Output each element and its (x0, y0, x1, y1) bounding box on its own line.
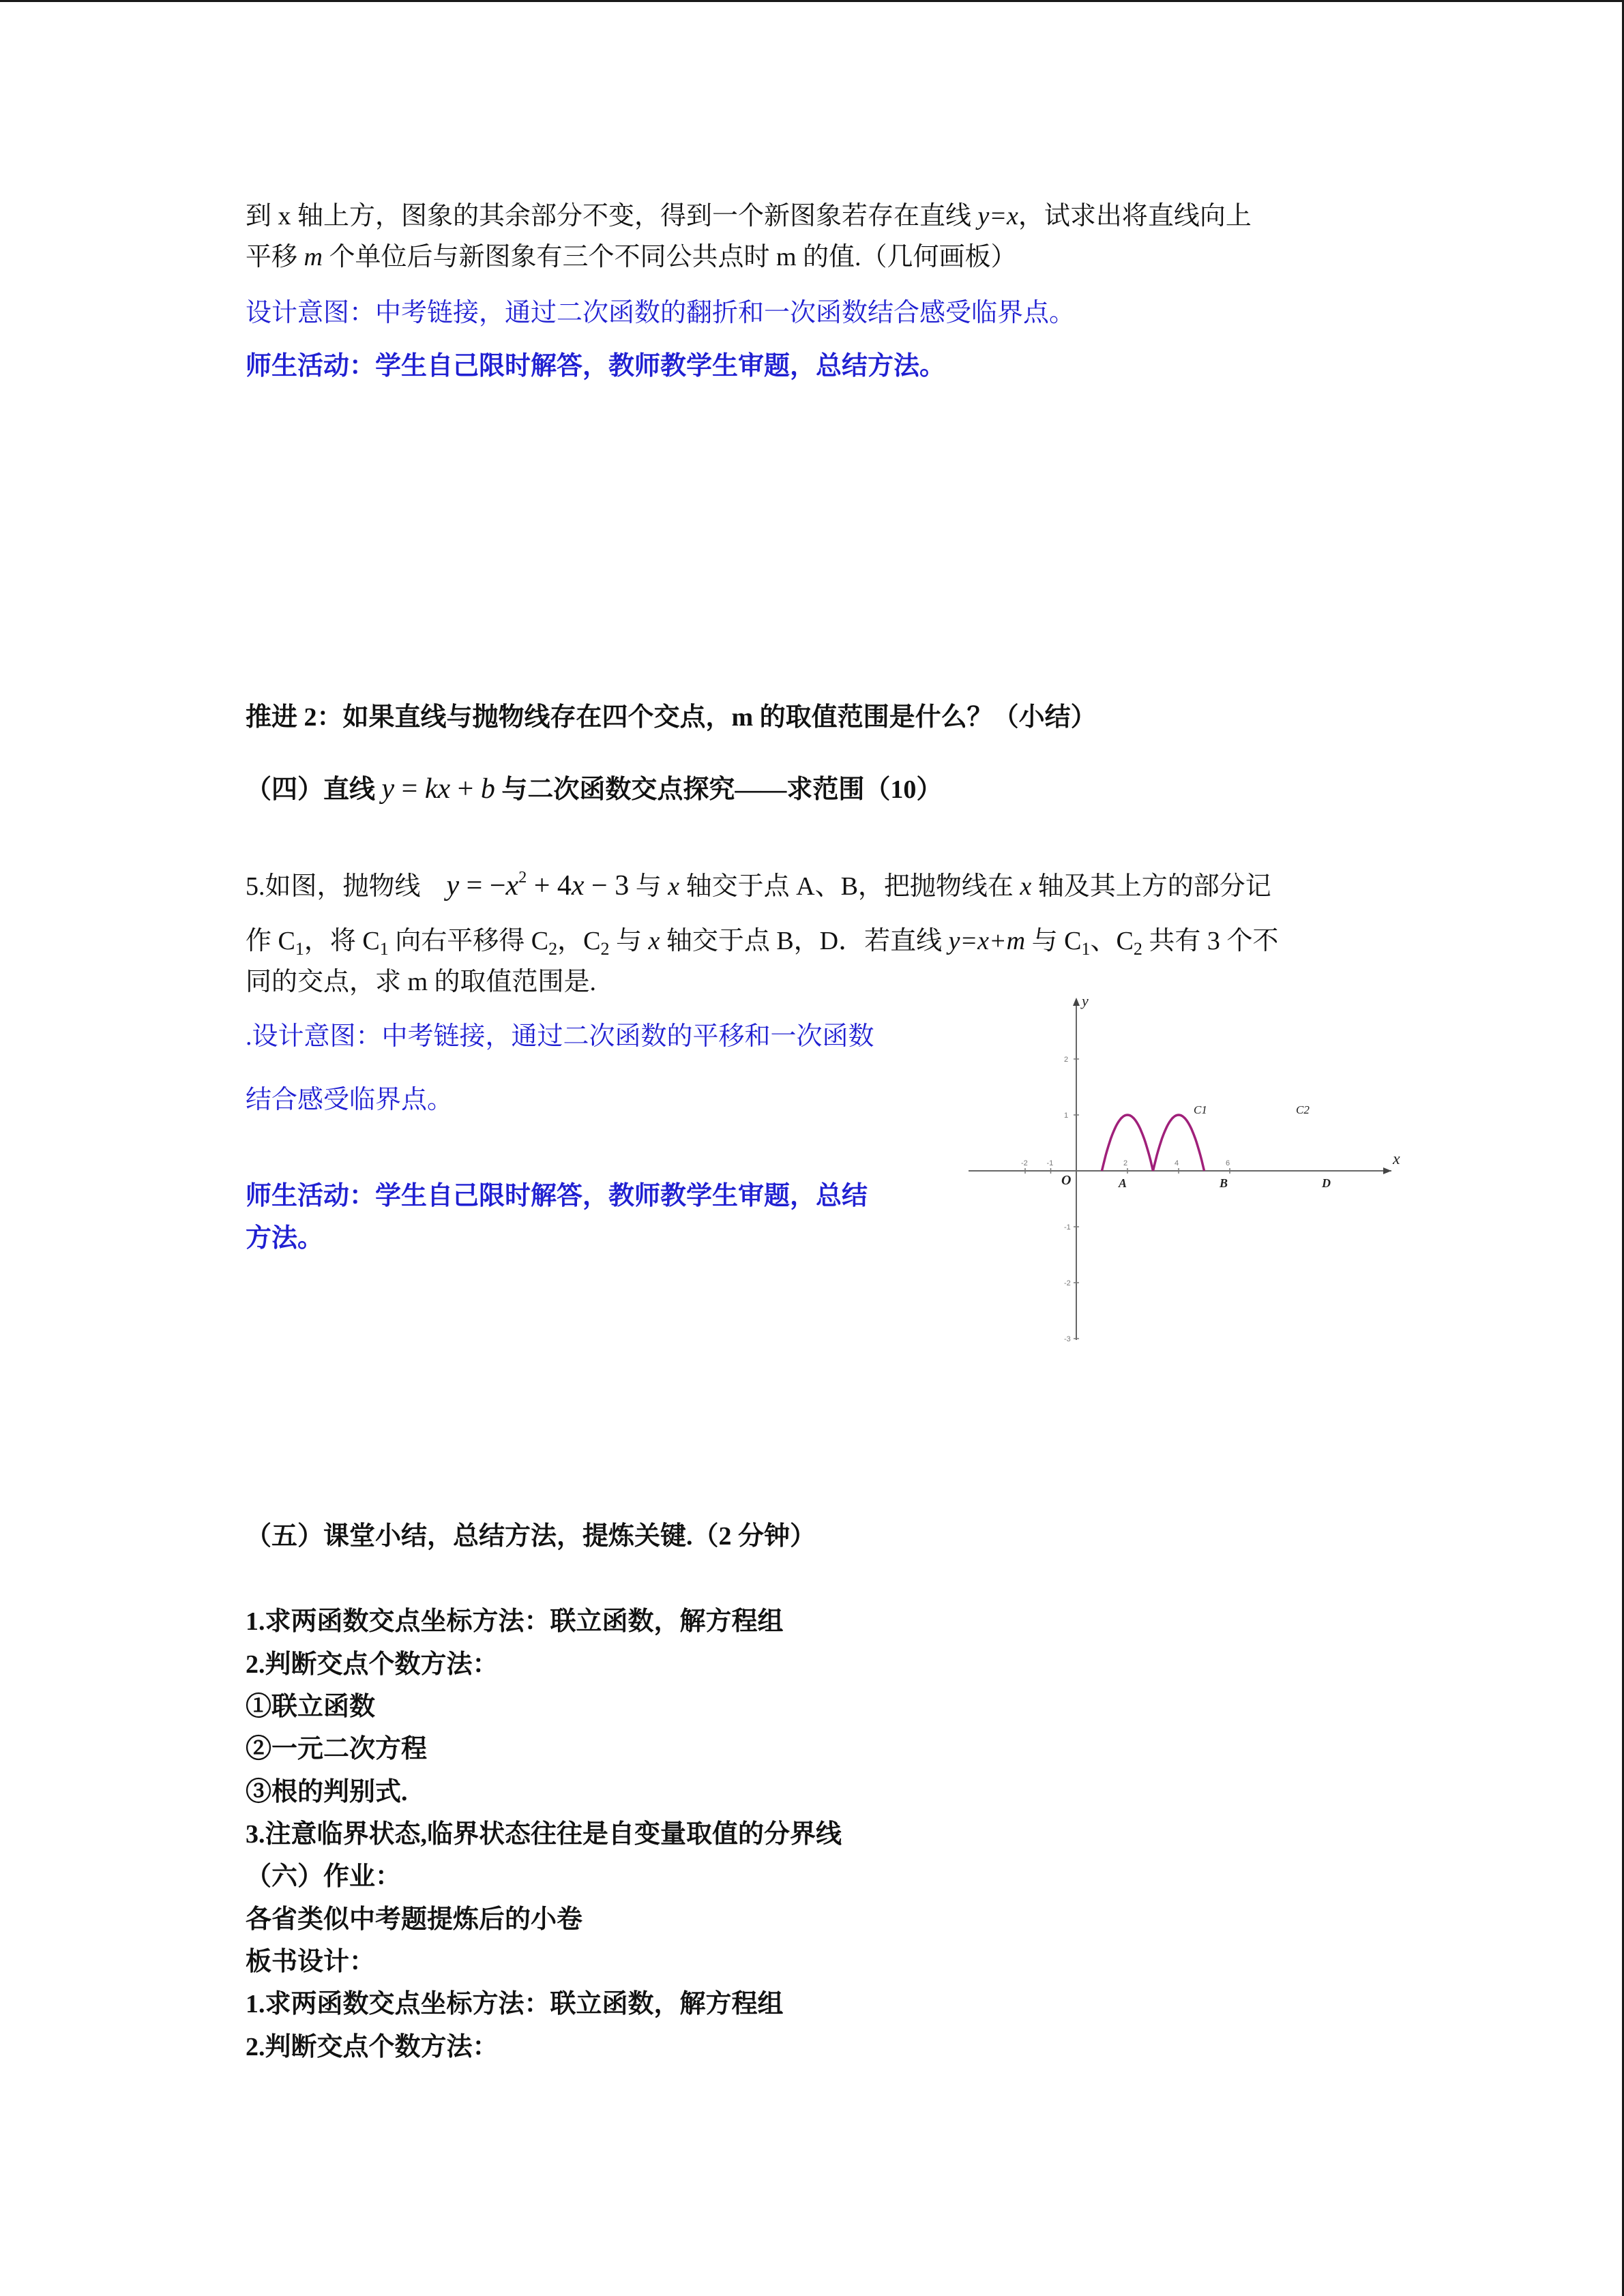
problem-text: 轴交于点 B，D．若直线 (660, 927, 949, 955)
subscript: 2 (600, 939, 610, 959)
x-tick-label: 2 (1123, 1159, 1128, 1167)
teacher-activity-2-line-2: 方法。 (246, 1224, 324, 1253)
problem-text: 轴交于点 A、B，把抛物线在 (679, 872, 1020, 901)
homework-text: 各省类似中考题提炼后的小卷 (246, 1905, 583, 1934)
heading-text: （四）直线 (246, 775, 382, 804)
parabola-graph (962, 992, 1398, 1347)
section-4-heading (246, 772, 942, 807)
math-x: x (571, 870, 585, 901)
y-tick-label: -1 (1064, 1223, 1071, 1232)
teacher-activity-2-line-1: 师生活动：学生自己限时解答，教师教学生审题，总结 (246, 1182, 868, 1210)
math-b: b (480, 773, 495, 805)
problem-text: ，将 C (304, 927, 380, 955)
math-plus: + (450, 773, 481, 805)
page-top-border (0, 0, 1624, 2)
curve-c1-label: C1 (1194, 1103, 1207, 1116)
subscript: 2 (548, 939, 558, 959)
teacher-activity-1: 师生活动：学生自己限时解答，教师教学生审题，总结方法。 (246, 352, 946, 381)
problem-text: ，C (557, 927, 601, 955)
advance-2: 推进 2：如果直线与抛物线存在四个交点，m 的取值范围是什么？（小结） (246, 703, 1097, 732)
problem-text: 向右平移得 C (388, 927, 549, 955)
subscript: 1 (295, 939, 304, 959)
y-tick-label: -2 (1064, 1279, 1071, 1287)
math-x: x (1020, 872, 1032, 901)
heading-text: 与二次函数交点探究——求范围（10） (494, 775, 943, 804)
y-tick-label: 1 (1064, 1112, 1069, 1120)
x-tick-label: 6 (1226, 1159, 1230, 1167)
board-design-title: 板书设计： (246, 1948, 376, 1976)
design-intent-2-line-2: 结合感受临界点。 (246, 1086, 454, 1114)
subscript: 1 (379, 939, 389, 959)
problem-5-line-2 (246, 924, 1278, 966)
math-term: + 4 (527, 870, 572, 901)
y-tick-label: -3 (1064, 1335, 1071, 1343)
intro-text: 平移 (246, 243, 304, 271)
math-x: x (505, 870, 519, 901)
math-x: x (668, 872, 680, 901)
y-axis-label: y (1082, 992, 1089, 1009)
math-eq: = − (459, 870, 506, 901)
board-item-1: 1.求两函数交点坐标方法：联立函数，解方程组 (246, 1990, 784, 2018)
axis-ticks (1021, 1056, 1230, 1343)
summary-item-1: 1.求两函数交点坐标方法：联立函数，解方程组 (246, 1607, 784, 1636)
point-d-label: D (1322, 1176, 1331, 1190)
problem-text: 与 (609, 927, 649, 955)
y-axis-arrow (1073, 998, 1080, 1006)
variable-m: m (304, 243, 323, 271)
line-equation: y=x+m (948, 927, 1026, 955)
intro-line-1 (246, 199, 1252, 233)
problem-text: 5.如图，抛物线 (246, 872, 447, 901)
line-equation: y=x (977, 202, 1018, 230)
summary-subitem-2: ②一元二次方程 (246, 1735, 428, 1763)
math-eq: = (394, 773, 425, 805)
x-axis-label: x (1393, 1150, 1400, 1168)
problem-text: 共有 3 个不 (1142, 927, 1279, 955)
intro-text: 到 x 轴上方，图象的其余部分不变，得到一个新图象若存在直线 (246, 202, 978, 230)
intro-text: ，试求出将直线向上 (1018, 202, 1252, 230)
origin-label: O (1061, 1173, 1072, 1188)
x-axis-arrow (1383, 1167, 1391, 1174)
math-term: − 3 (584, 870, 630, 901)
axes (969, 998, 1391, 1340)
section-6-heading: （六）作业： (246, 1862, 402, 1891)
problem-text: 轴及其上方的部分记 (1031, 872, 1271, 901)
intro-text: 个单位后与新图象有三个不同公共点时 m 的值.（几何画板） (322, 243, 1017, 271)
point-b-label: B (1220, 1176, 1228, 1190)
section-5-heading: （五）课堂小结，总结方法，提炼关键.（2 分钟） (246, 1522, 816, 1551)
intro-line-2 (246, 240, 1017, 274)
math-y: y (446, 870, 460, 901)
math-kx: kx (424, 773, 451, 805)
math-x: x (648, 927, 660, 955)
curve-c2-label: C2 (1296, 1103, 1310, 1116)
summary-subitem-3: ③根的判别式. (246, 1778, 408, 1806)
problem-text: 作 C (246, 927, 295, 955)
design-intent-2-line-1: .设计意图：中考链接，通过二次函数的平移和一次函数 (246, 1022, 874, 1051)
problem-text: 与 C (1025, 927, 1082, 955)
problem-5-line-3: 同的交点，求 m 的取值范围是. (246, 968, 597, 996)
subscript: 2 (1133, 939, 1142, 959)
summary-subitem-1: ①联立函数 (246, 1693, 376, 1721)
summary-item-2: 2.判断交点个数方法： (246, 1650, 499, 1679)
x-tick-label: -1 (1046, 1159, 1054, 1167)
math-exponent: 2 (518, 869, 527, 886)
design-intent-1: 设计意图：中考链接，通过二次函数的翻折和一次函数结合感受临界点。 (246, 299, 1076, 327)
board-item-2: 2.判断交点个数方法： (246, 2033, 499, 2061)
x-tick-label: -2 (1021, 1159, 1028, 1167)
subscript: 1 (1081, 939, 1091, 959)
summary-item-3: 3.注意临界状态,临界状态往往是自变量取值的分界线 (246, 1820, 842, 1849)
problem-text: 与 (629, 872, 668, 901)
point-a-label: A (1119, 1176, 1127, 1190)
math-y: y (381, 773, 395, 805)
x-tick-label: 4 (1175, 1159, 1179, 1167)
y-tick-label: 2 (1064, 1056, 1069, 1064)
problem-text: 、C (1090, 927, 1134, 955)
problem-5-line-1 (246, 861, 1271, 904)
